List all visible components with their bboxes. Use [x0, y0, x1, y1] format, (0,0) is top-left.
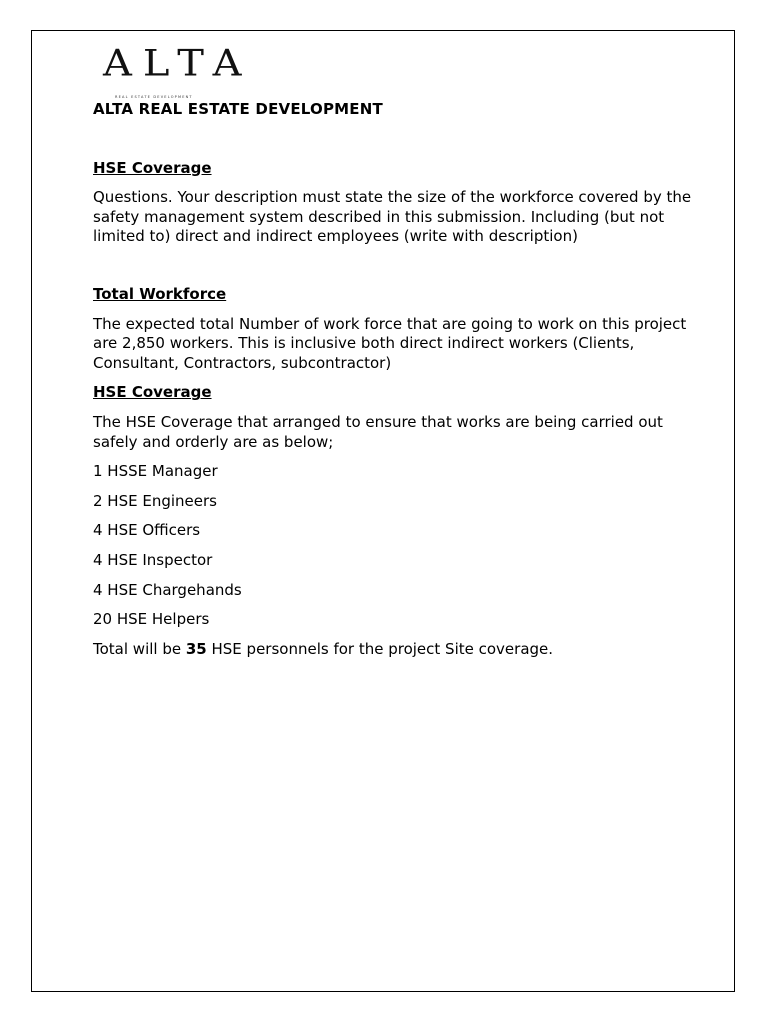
workforce-paragraph: The expected total Number of work force that are going to work on this project are 2,850 workers. This is inclusive both direct indirect workers (Clients, Consultant, Contractors, subcontractor): [93, 314, 687, 372]
alta-logo: [93, 42, 253, 99]
logo-wordmark: ALTA: [103, 42, 253, 85]
logo-tagline: REAL ESTATE DEVELOPMENT: [115, 95, 193, 99]
total-personnel-line: [93, 640, 693, 660]
coverage-paragraph: The HSE Coverage that arranged to ensure that works are being carried out safely and orderly are as below;: [93, 412, 663, 451]
total-prefix: Total will be: [93, 639, 186, 658]
staff-item-hse-engineers: 2 HSE Engineers: [93, 491, 217, 510]
hse-coverage-heading-2: HSE Coverage: [93, 383, 212, 402]
staff-item-hse-officers: 4 HSE Officers: [93, 521, 201, 540]
hse-coverage-heading: HSE Coverage: [93, 158, 212, 177]
hse-staff-list: [93, 462, 693, 630]
staff-item-hse-chargehands: 4 HSE Chargehands: [93, 580, 242, 599]
staff-item-hse-inspector: 4 HSE Inspector: [93, 550, 213, 569]
total-count: 35: [185, 639, 207, 658]
total-suffix: HSE personnels for the project Site coverage.: [206, 639, 554, 658]
total-workforce-heading: Total Workforce: [93, 284, 227, 303]
staff-item-hsse-manager: 1 HSSE Manager: [93, 462, 218, 481]
staff-item-hse-helpers: 20 HSE Helpers: [93, 610, 210, 629]
company-name: ALTA REAL ESTATE DEVELOPMENT: [93, 100, 383, 118]
document-content: [93, 44, 693, 659]
questions-paragraph: Questions. Your description must state the size of the workforce covered by the safety management system described in this submission. Including (but not limited to) direct and indirect employees (write with description): [93, 188, 692, 246]
